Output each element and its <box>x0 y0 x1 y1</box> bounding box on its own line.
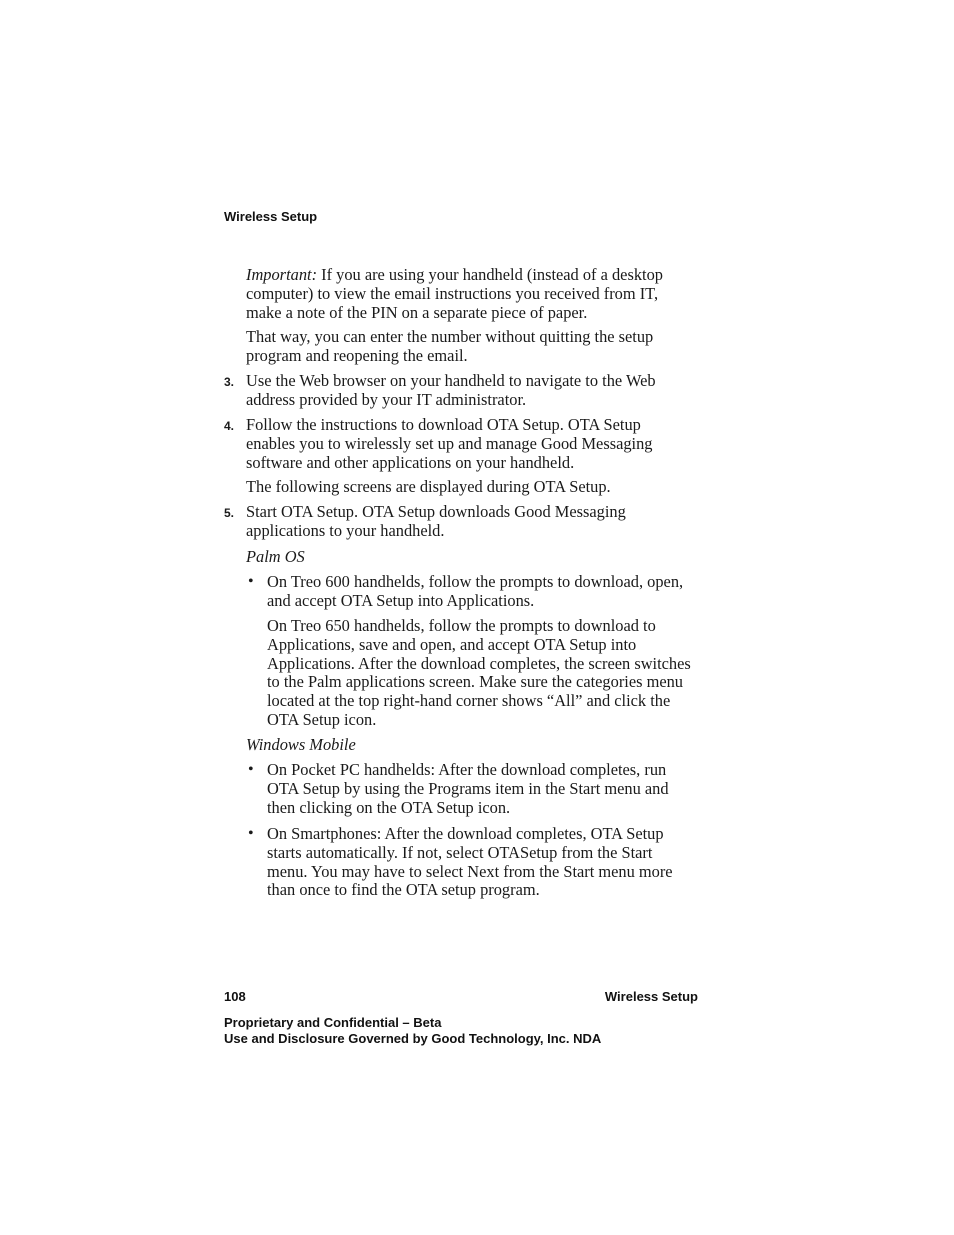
step-4-text: Follow the instructions to download OTA Setup. OTA Setup enables you to wirelessly set up and manage Good Messaging software and other applications on your handheld. <box>246 415 653 472</box>
palm-treo650-paragraph: On Treo 650 handhelds, follow the prompts to download to Applications, save and open, and accept OTA Setup into Applications. After the download completes, the screen switches to the Palm applications screen. Make sure the categories menu located at the top right-hand corner shows “All” and click the OTA Setup icon. <box>267 616 691 729</box>
step-4-note: The following screens are displayed during OTA Setup. <box>246 477 611 496</box>
footer-section-title: Wireless Setup <box>604 989 698 1004</box>
palm-os-heading: Palm OS <box>246 547 305 566</box>
bullet-icon: • <box>248 761 254 778</box>
bullet-icon: • <box>248 825 254 842</box>
confidential-line-1: Proprietary and Confidential – Beta <box>224 1015 442 1030</box>
important-label: Important: <box>246 265 318 284</box>
windows-bullet-smartphone: On Smartphones: After the download completes, OTA Setup starts automatically. If not, select OTASetup from the Start menu. You may have to select Next from the Start menu more than once to find the OTA setup program. <box>267 824 673 900</box>
step-number-4: 4. <box>224 419 235 433</box>
important-text: If you are using your handheld (instead of a desktop computer) to view the email instructions you received from IT, make a note of the PIN on a separate piece of paper. <box>246 265 663 322</box>
windows-bullet-pocketpc: On Pocket PC handhelds: After the download completes, run OTA Setup by using the Programs item in the Start menu and then clicking on the OTA Setup icon. <box>267 760 669 817</box>
windows-mobile-heading: Windows Mobile <box>246 735 356 754</box>
step-5-text: Start OTA Setup. OTA Setup downloads Good Messaging applications to your handheld. <box>246 502 626 540</box>
page-number: 108 <box>224 989 246 1004</box>
step-number-5: 5. <box>224 506 235 520</box>
important-note <box>246 266 694 322</box>
bullet-icon: • <box>248 573 254 590</box>
that-way-paragraph: That way, you can enter the number without quitting the setup program and reopening the email. <box>246 327 654 365</box>
running-header: Wireless Setup <box>224 209 318 224</box>
step-3-text: Use the Web browser on your handheld to navigate to the Web address provided by your IT administrator. <box>246 371 656 409</box>
confidential-line-2: Use and Disclosure Governed by Good Technology, Inc. NDA <box>224 1031 602 1046</box>
palm-bullet-text: On Treo 600 handhelds, follow the prompts to download, open, and accept OTA Setup into Applications. <box>267 572 684 610</box>
step-number-3: 3. <box>224 375 235 389</box>
